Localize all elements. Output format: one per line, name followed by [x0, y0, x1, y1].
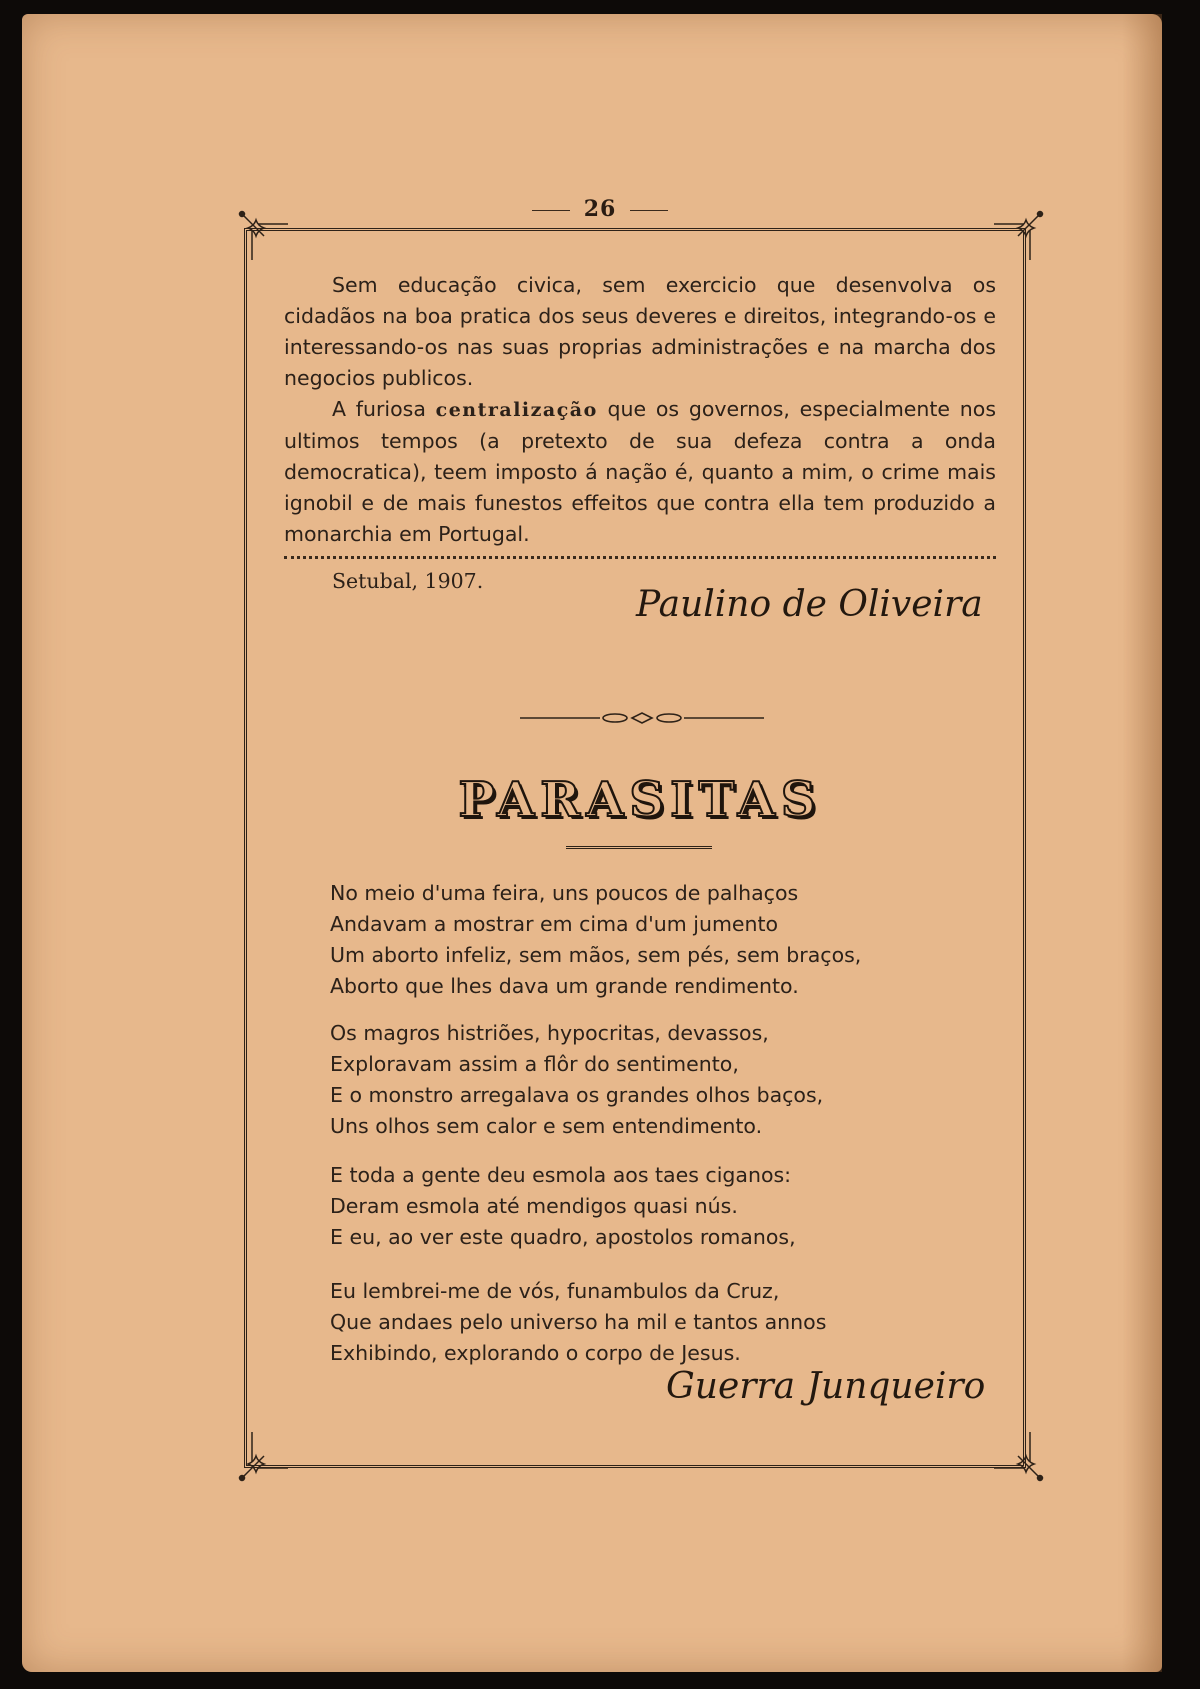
title-underline — [566, 846, 712, 849]
page-edge-shadow — [1122, 14, 1162, 1672]
poem-line: Um aborto infeliz, sem mãos, sem pés, sem braços, — [330, 943, 862, 967]
page-number-dash-left — [532, 210, 570, 211]
ornamental-divider-icon — [520, 712, 764, 724]
poem-line: E o monstro arregalava os grandes olhos baços, — [330, 1083, 824, 1107]
poem-stanza — [330, 1276, 826, 1369]
corner-ornament-icon — [238, 1428, 292, 1482]
poem-line: Eu lembrei-me de vós, funambulos da Cruz, — [330, 1279, 780, 1303]
paragraph-2-start: A furiosa — [332, 397, 436, 421]
corner-ornament-icon — [238, 210, 292, 264]
signature-paulino: Paulino de Oliveira — [636, 584, 983, 625]
poem-title: PARASITAS — [458, 772, 822, 828]
poem-line: E eu, ao ver este quadro, apostolos romanos, — [330, 1225, 796, 1249]
page-number-dash-right — [630, 210, 668, 211]
poem-line: Deram esmola até mendigos quasi nús. — [330, 1194, 738, 1218]
page-number-text: 26 — [583, 196, 617, 222]
place-date: Setubal, 1907. — [332, 569, 484, 593]
prose-paragraph-1: Sem educação civica, sem exercicio que desenvolva os cidadãos na boa pratica dos seus deveres e direitos, integrando-os e interessando-os nas suas proprias administrações e na marcha dos negocios publicos. — [284, 273, 996, 390]
dotted-separator — [284, 556, 996, 559]
prose-paragraph-2 — [284, 394, 996, 550]
poem-stanza — [330, 878, 861, 1002]
emphasis-centralizacao: centralização — [435, 399, 598, 421]
paragraph-2-end: que os governos, especialmente nos ultimos tempos (a pretexto de sua defeza contra a onda democratica), teem imposto á nação é, quanto a mim, o crime mais ignobil e de mais funestos effeitos que contra ella tem produzido a monarchia em Portugal. — [284, 397, 996, 546]
poem-line: Uns olhos sem calor e sem entendimento. — [330, 1114, 763, 1138]
poem-stanza — [330, 1018, 823, 1142]
poem-line: Os magros histriões, hypocritas, devassos, — [330, 1021, 769, 1045]
prose-section — [284, 270, 996, 593]
signature-guerra-junqueiro: Guerra Junqueiro — [666, 1366, 986, 1407]
poem-line: Aborto que lhes dava um grande rendimento. — [330, 974, 799, 998]
poem-line: Andavam a mostrar em cima d'um jumento — [330, 912, 779, 936]
poem-line: Que andaes pelo universo ha mil e tantos annos — [330, 1310, 827, 1334]
corner-ornament-icon — [990, 1428, 1044, 1482]
poem-line: Exploravam assim a flôr do sentimento, — [330, 1052, 739, 1076]
poem-stanza — [330, 1160, 796, 1253]
poem-line: Exhibindo, explorando o corpo de Jesus. — [330, 1341, 741, 1365]
corner-ornament-icon — [990, 210, 1044, 264]
poem-line: No meio d'uma feira, uns poucos de palhaços — [330, 881, 799, 905]
poem-line: E toda a gente deu esmola aos taes ciganos: — [330, 1163, 792, 1187]
